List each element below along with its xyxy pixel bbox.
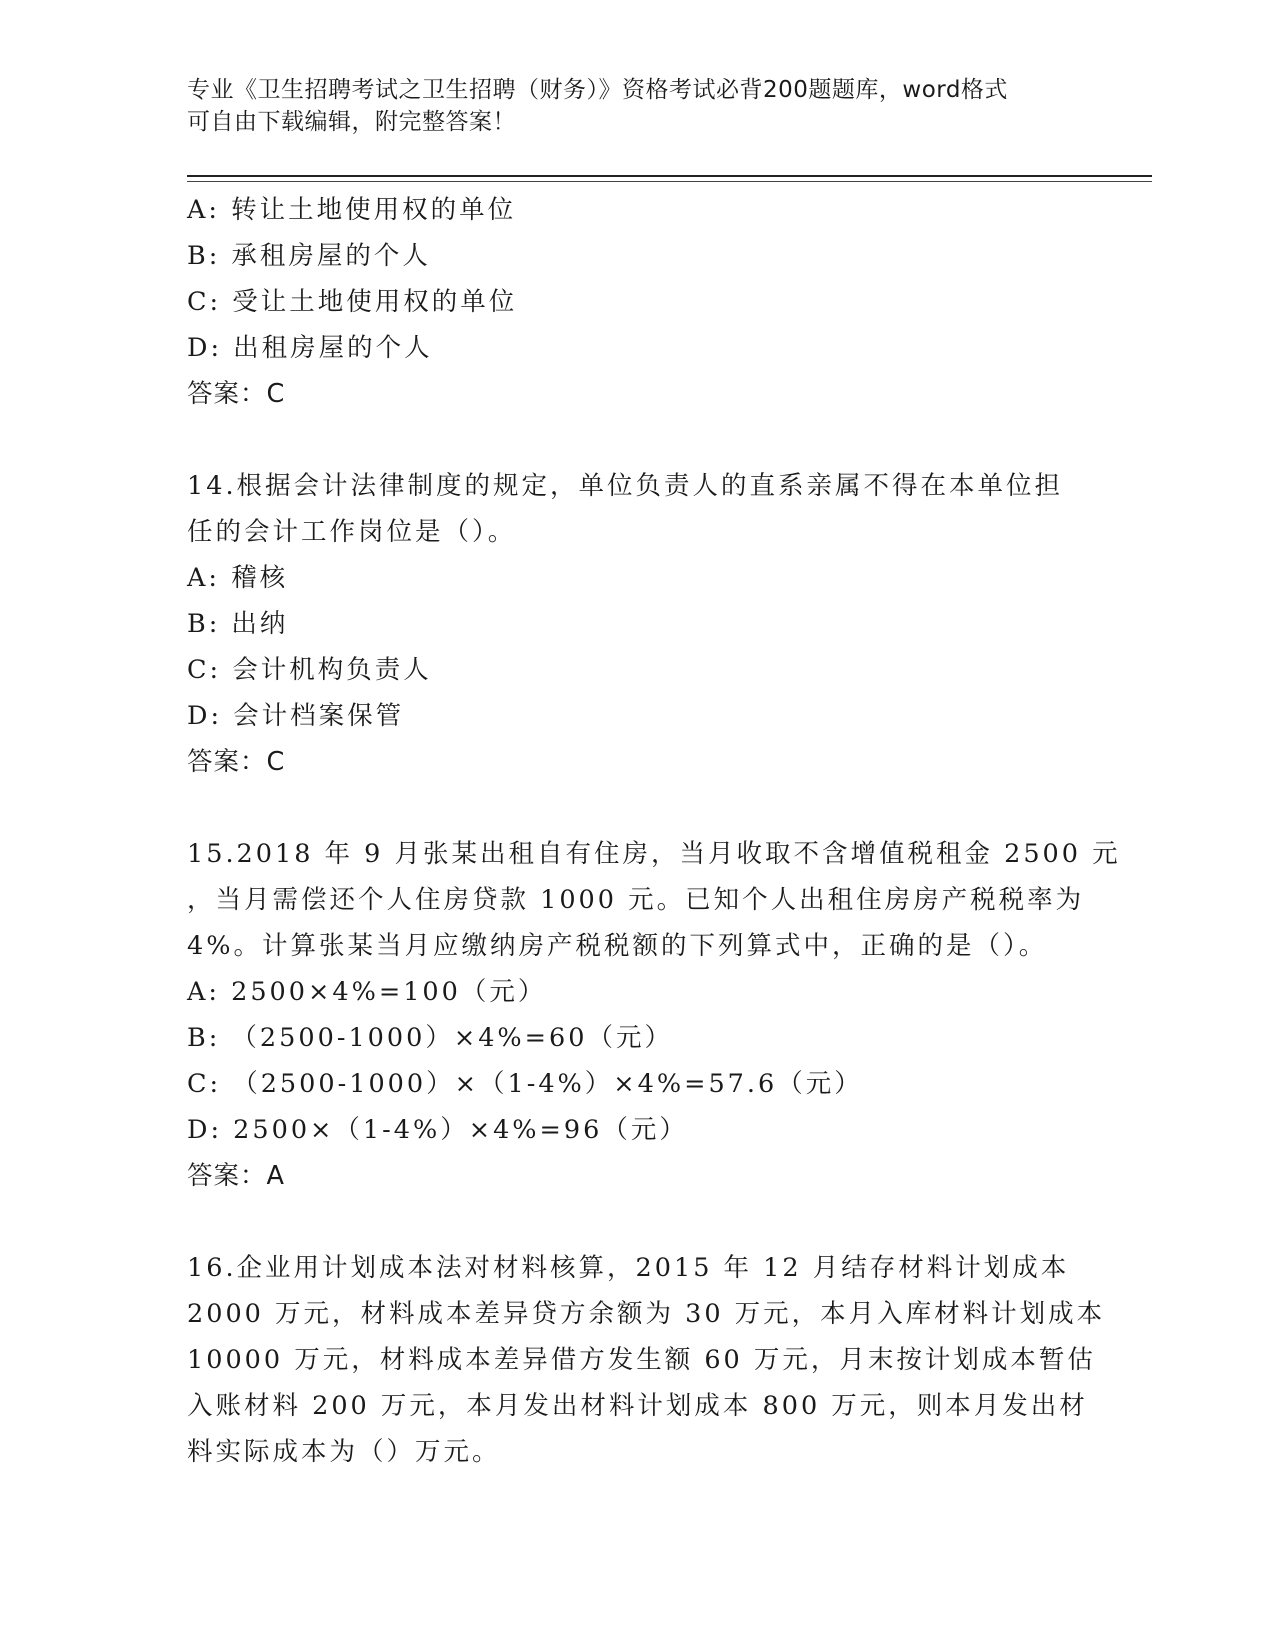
question-13-option-a: A: 转让土地使用权的单位	[187, 195, 517, 225]
question-15-block	[187, 831, 1121, 1199]
question-16-stem-line-5: 料实际成本为（）万元。	[187, 1437, 501, 1467]
question-15-stem-line-2: ，当月需偿还个人住房贷款 1000 元。已知个人出租住房房产税税率为	[187, 885, 1085, 915]
question-15-option-d: D: 2500×（1-4%）×4%=96（元）	[187, 1115, 688, 1145]
question-14-option-c: C: 会计机构负责人	[187, 655, 432, 685]
question-16-stem-line-2: 2000 万元，材料成本差异贷方余额为 30 万元，本月入库材料计划成本	[187, 1299, 1106, 1329]
question-14-stem-line-2: 任的会计工作岗位是（）。	[187, 517, 517, 547]
spacer	[187, 785, 1087, 831]
question-16-stem-line-4: 入账材料 200 万元，本月发出材料计划成本 800 万元，则本月发出材	[187, 1391, 1088, 1421]
question-14-option-b: B: 出纳	[187, 609, 289, 639]
question-15-option-c: C: （2500-1000）×（1-4%）×4%=57.6（元）	[187, 1069, 863, 1099]
question-13-answer: 答案：C	[187, 379, 286, 409]
question-16-stem-line-1: 16.企业用计划成本法对材料核算，2015 年 12 月结存材料计划成本	[187, 1253, 1070, 1283]
question-16-stem-line-3: 10000 万元，材料成本差异借方发生额 60 万元，月末按计划成本暂估	[187, 1345, 1096, 1375]
question-14-block	[187, 463, 1087, 785]
document-header	[187, 74, 1067, 138]
question-13-option-b: B: 承租房屋的个人	[187, 241, 431, 271]
question-14-answer: 答案：C	[187, 747, 286, 777]
question-15-stem-line-3: 4%。计算张某当月应缴纳房产税税额的下列算式中，正确的是（）。	[187, 931, 1048, 961]
question-13-option-c: C: 受让土地使用权的单位	[187, 287, 518, 317]
header-title-line-2: 可自由下载编辑，附完整答案！	[187, 109, 516, 135]
spacer	[187, 417, 1087, 463]
question-15-stem-line-1: 15.2018 年 9 月张某出租自有住房，当月收取不含增值税租金 2500 元	[187, 839, 1121, 869]
header-title-line-1: 专业《卫生招聘考试之卫生招聘（财务）》资格考试必背200题题库，word格式	[187, 77, 1008, 103]
question-content	[187, 187, 1121, 1475]
question-13-option-d: D: 出租房屋的个人	[187, 333, 433, 363]
question-15-option-a: A: 2500×4%=100（元）	[187, 977, 547, 1007]
question-15-answer: 答案：A	[187, 1161, 285, 1191]
question-13-block	[187, 187, 1087, 417]
question-14-stem-line-1: 14.根据会计法律制度的规定，单位负责人的直系亲属不得在本单位担	[187, 471, 1064, 501]
question-14-option-a: A: 稽核	[187, 563, 289, 593]
question-16-block	[187, 1245, 1106, 1475]
spacer	[187, 1199, 1087, 1245]
header-divider-thick	[187, 175, 1152, 177]
question-14-option-d: D: 会计档案保管	[187, 701, 405, 731]
question-15-option-b: B: （2500-1000）×4%=60（元）	[187, 1023, 673, 1053]
header-divider-thin	[187, 181, 1152, 182]
